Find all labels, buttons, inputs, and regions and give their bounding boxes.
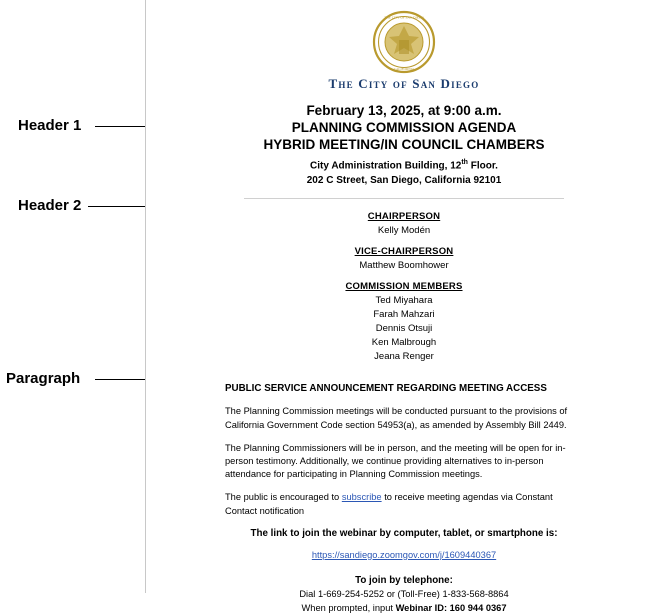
commission-roster [146, 210, 662, 364]
psa-paragraph-3-post: to receive meeting agendas via Constant Contact notification [225, 492, 553, 516]
telephone-title: To join by telephone: [355, 574, 453, 586]
city-seal-icon [372, 10, 436, 74]
vice-chairperson-label: VICE-CHAIRPERSON [354, 246, 454, 258]
webinar-link-row [225, 550, 583, 560]
list-item: Ted Miyahara [375, 295, 433, 307]
psa-body [225, 364, 583, 615]
chairperson-label: CHAIRPERSON [367, 211, 441, 223]
annotation-column [0, 0, 145, 593]
psa-paragraph-1: The Planning Commission meetings will be conducted pursuant to the provisions of California Government Code section 54953(a), as amended by Assembly Bill 2449. [225, 406, 568, 430]
list-item: Ken Malbrough [371, 337, 437, 349]
telephone-prompt-text: When prompted, input [301, 602, 396, 613]
annotation-header-1: Header 1 [18, 117, 82, 134]
telephone-dial-line: Dial 1-669-254-5252 or (Toll-Free) 1-833-568-8864 [299, 589, 509, 600]
city-seal-wrapper [146, 0, 662, 74]
document-header-block [146, 102, 662, 187]
svg-text:THE CITY OF SAN DIEGO: THE CITY OF SAN DIEGO [384, 15, 424, 20]
city-name: The City of San Diego [328, 76, 480, 91]
meeting-type-line: HYBRID MEETING/IN COUNCIL CHAMBERS [263, 137, 545, 152]
address-line-1-pre: City Administration Building, 12 [310, 160, 462, 172]
commission-members-list [146, 294, 662, 364]
webinar-url-link[interactable]: https://sandiego.zoomgov.com/j/1609440367 [311, 549, 497, 560]
commission-members-label: COMMISSION MEMBERS [345, 281, 463, 293]
telephone-webinar-id-line [225, 602, 583, 615]
psa-paragraph-3 [225, 491, 583, 517]
roster-spacer-1 [146, 238, 662, 245]
psa-paragraph-2: The Planning Commissioners will be in person, and the meeting will be open for in-person testimony. Additionally, we continue providing alternatives to in-person attendance for participating in Planning Commission meetings. [225, 442, 566, 480]
address-line-1-sup: th [461, 159, 468, 166]
webinar-join-instruction: The link to join the webinar by computer, tablet, or smartphone is: [250, 527, 558, 539]
annotation-paragraph: Paragraph [6, 370, 81, 387]
annotation-header-2: Header 2 [18, 197, 82, 214]
chairperson-name: Kelly Modén [377, 225, 431, 237]
webinar-id-value: Webinar ID: 160 944 0367 [395, 602, 507, 613]
svg-text:CALIFORNIA: CALIFORNIA [393, 67, 415, 71]
roster-spacer-2 [146, 273, 662, 280]
address-line-2: 202 C Street, San Diego, California 92101 [306, 175, 502, 187]
psa-paragraph-3-pre: The public is encouraged to [225, 492, 342, 503]
list-item: Farah Mahzari [373, 309, 435, 321]
list-item: Jeana Renger [374, 351, 434, 363]
list-item: Dennis Otsuji [375, 323, 433, 335]
telephone-block [225, 574, 583, 615]
address-line-1 [146, 156, 662, 172]
meeting-date-line: February 13, 2025, at 9:00 a.m. [306, 103, 502, 118]
vice-chairperson-name: Matthew Boomhower [359, 260, 449, 272]
subscribe-link[interactable]: subscribe [341, 492, 382, 503]
document-page [145, 0, 662, 613]
header-divider [244, 198, 564, 199]
address-line-1-post: Floor. [467, 160, 498, 172]
psa-title: PUBLIC SERVICE ANNOUNCEMENT REGARDING MEETING ACCESS [225, 383, 547, 395]
agenda-title-line: PLANNING COMMISSION AGENDA [291, 120, 517, 135]
